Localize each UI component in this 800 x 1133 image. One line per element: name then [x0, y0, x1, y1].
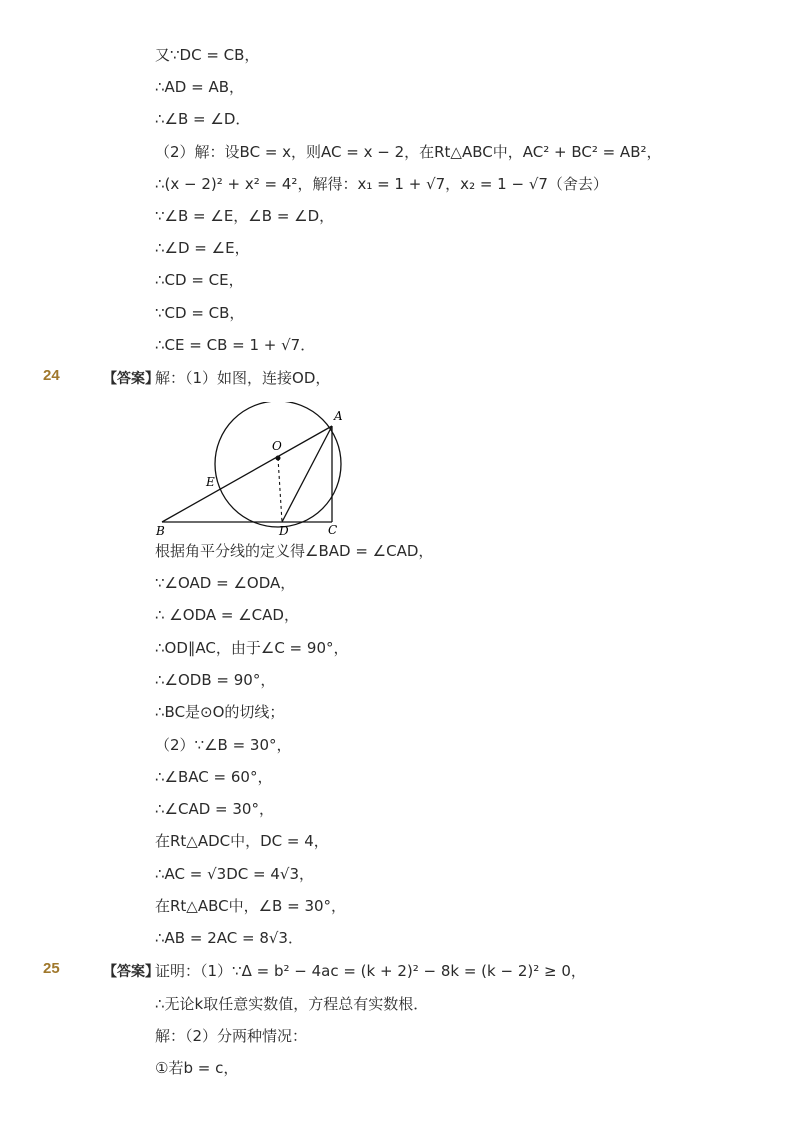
- solution-line: 又∵DC = CB，: [155, 46, 260, 64]
- solution-line: ∵∠B = ∠E，∠B = ∠D，: [155, 207, 335, 225]
- solution-line: 根据角平分线的定义得∠BAD = ∠CAD，: [155, 542, 434, 560]
- question-number: 25: [43, 960, 60, 977]
- solution-line: ∴ ∠ODA = ∠CAD，: [155, 606, 299, 624]
- solution-line: ∴(x − 2)² + x² = 4²，解得：x₁ = 1 + √7，x₂ = 1 − √7（舍去）: [155, 175, 608, 193]
- label-a: A: [334, 409, 343, 423]
- solution-line: （2）解：设BC = x，则AC = x − 2，在Rt△ABC中，AC² + BC² = AB²，: [155, 143, 662, 161]
- solution-line: 解：（2）分两种情况：: [155, 1027, 308, 1045]
- solution-line: 在Rt△ADC中，DC = 4，: [155, 832, 329, 850]
- solution-line: ∵∠OAD = ∠ODA，: [155, 574, 296, 592]
- solution-line: ∴∠B = ∠D．: [155, 110, 251, 128]
- solution-line: ∴OD∥AC，由于∠C = 90°，: [155, 639, 349, 657]
- solution-line: 解：（1）如图，连接OD，: [155, 369, 331, 387]
- solution-line: ①若b = c，: [155, 1059, 239, 1077]
- solution-line: ∴∠ODB = 90°，: [155, 671, 276, 689]
- label-b: B: [156, 524, 165, 538]
- segment-od-dashed: [278, 458, 282, 522]
- solution-line: 证明：（1）∵Δ = b² − 4ac = (k + 2)² − 8k = (k − 2)² ≥ 0，: [155, 962, 586, 980]
- solution-line: ∴CE = CB = 1 + √7．: [155, 336, 316, 354]
- label-c: C: [328, 523, 338, 537]
- label-o: O: [272, 439, 282, 453]
- answer-tag: 【答案】: [103, 964, 159, 980]
- question-number: 24: [43, 367, 60, 384]
- solution-line: ∴BC是⊙O的切线；: [155, 703, 285, 721]
- solution-line: ∴AC = √3DC = 4√3，: [155, 865, 314, 883]
- solution-line: ∴∠BAC = 60°，: [155, 768, 273, 786]
- solution-line: ∵CD = CB，: [155, 304, 245, 322]
- solution-line: ∴无论k取任意实数值，方程总有实数根．: [155, 995, 429, 1013]
- answer-tag: 【答案】: [103, 371, 159, 387]
- solution-line: ∴∠D = ∠E，: [155, 239, 250, 257]
- solution-line: ∴AD = AB，: [155, 78, 245, 96]
- geometry-figure: [150, 402, 360, 542]
- solution-line: ∴CD = CE，: [155, 271, 244, 289]
- solution-line: （2）∵∠B = 30°，: [155, 736, 292, 754]
- solution-line: 在Rt△ABC中，∠B = 30°，: [155, 897, 347, 915]
- center-point: [276, 456, 281, 461]
- label-d: D: [279, 524, 289, 538]
- solution-line: ∴AB = 2AC = 8√3．: [155, 929, 303, 947]
- solution-line: ∴∠CAD = 30°，: [155, 800, 274, 818]
- label-e: E: [206, 475, 215, 489]
